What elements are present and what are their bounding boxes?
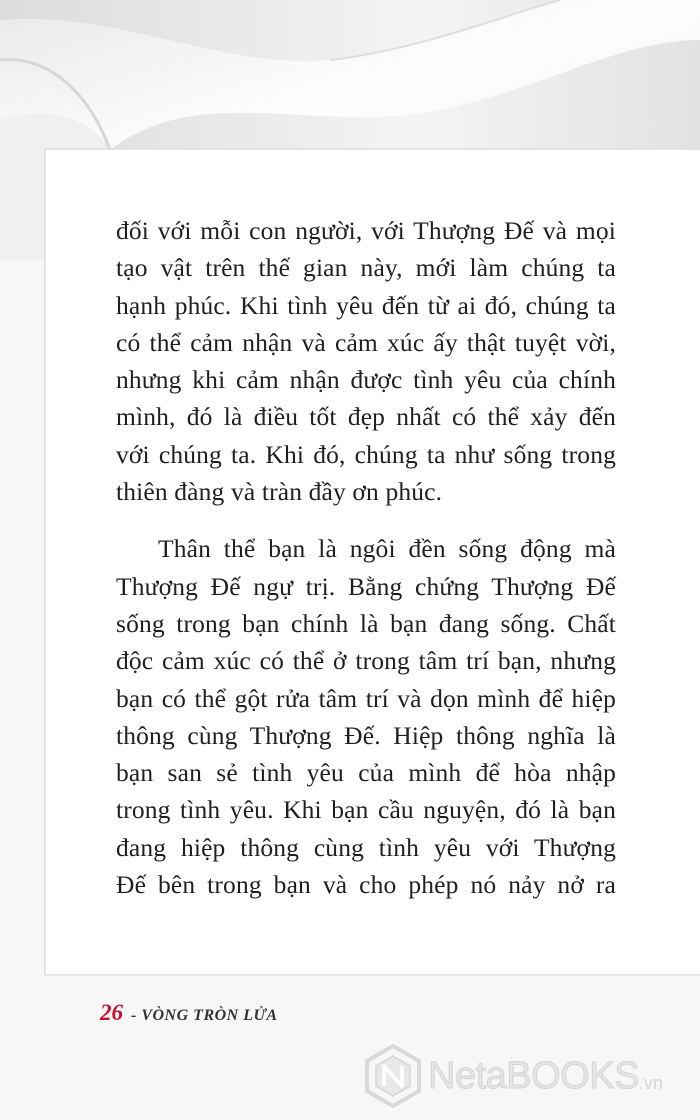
text-line: có thể cảm nhận và cảm xúc ấy thật tuyệt vời, (116, 327, 616, 357)
text-line: Đế bên trong bạn và cho phép nó nảy nở ra (116, 870, 616, 900)
text-line: Thượng Đế ngự trị. Bằng chứng Thượng Đế (116, 571, 616, 601)
page-number: 26 (100, 1000, 123, 1025)
text-line: thiên đàng và tràn đầy ơn phúc. (116, 477, 443, 507)
text-line: đang hiệp thông cùng tình yêu với Thượng (116, 832, 616, 862)
text-line: hạnh phúc. Khi tình yêu đến từ ai đó, chúng ta (116, 290, 616, 320)
body-text (116, 212, 616, 903)
watermark-text: NetaBOOKS (428, 1054, 639, 1097)
text-line: tạo vật trên thế gian này, mới làm chúng ta (116, 253, 616, 283)
text-line: nhưng khi cảm nhận được tình yêu của chính (116, 365, 616, 395)
text-line: với chúng ta. Khi đó, chúng ta như sống trong (116, 439, 616, 469)
text-line: Thân thể bạn là ngôi đền sống động mà (158, 534, 616, 564)
watermark (364, 1044, 663, 1108)
text-line: bạn có thể gột rửa tâm trí và dọn mình để hiệp (116, 683, 616, 713)
text-line: bạn san sẻ tình yêu của mình để hòa nhập (116, 758, 616, 788)
text-line: đối với mỗi con người, với Thượng Đế và mọi (116, 216, 616, 245)
text-line: sống trong bạn chính là bạn đang sống. Chất (116, 608, 616, 638)
paragraph-gap (116, 510, 616, 530)
page-footer (100, 1000, 278, 1030)
watermark-suffix: .vn (638, 1073, 663, 1093)
running-title: - VÒNG TRÒN LỬA (131, 1007, 278, 1024)
text-line: độc cảm xúc có thể ở trong tâm trí bạn, nhưng (116, 646, 616, 676)
text-line: mình, đó là điều tốt đẹp nhất có thể xảy đến (116, 402, 616, 432)
paragraph-2 (116, 530, 616, 903)
text-line: thông cùng Thượng Đế. Hiệp thông nghĩa là (116, 720, 616, 750)
text-line: trong tình yêu. Khi bạn cầu nguyện, đó là bạn (116, 795, 616, 825)
netabooks-logo-icon (364, 1044, 422, 1108)
paragraph-1 (116, 212, 616, 510)
